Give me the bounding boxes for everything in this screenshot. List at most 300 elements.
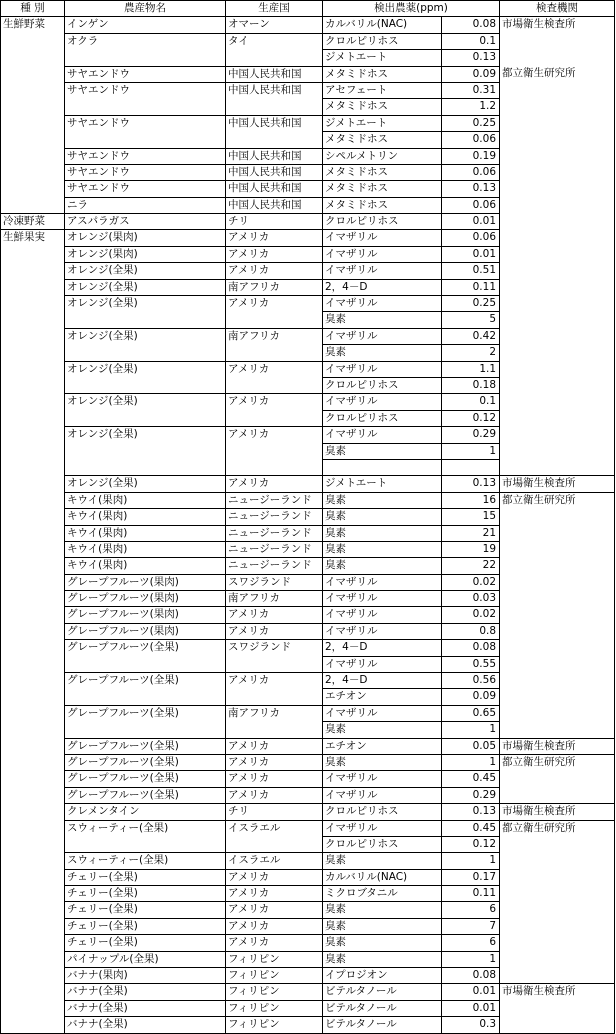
value-cell: 7 <box>442 918 500 934</box>
lab-cell <box>500 345 615 361</box>
category-cell <box>1 427 65 443</box>
header-product: 農産物名 <box>65 1 226 17</box>
country-cell: アメリカ <box>226 427 323 443</box>
pesticide-cell: イマザリル <box>323 820 442 836</box>
pesticide-cell: 臭素 <box>323 902 442 918</box>
product-cell <box>65 377 226 393</box>
lab-cell <box>500 164 615 180</box>
product-cell: グレープフルーツ(全果) <box>65 738 226 754</box>
lab-cell <box>500 656 615 672</box>
category-cell <box>1 820 65 836</box>
category-cell <box>1 607 65 623</box>
lab-cell <box>500 148 615 164</box>
category-cell <box>1 869 65 885</box>
product-cell <box>65 443 226 459</box>
table-row <box>1 197 615 213</box>
value-cell: 0.18 <box>442 377 500 393</box>
product-cell: グレープフルーツ(果肉) <box>65 623 226 639</box>
category-cell <box>1 591 65 607</box>
country-cell: 中国人民共和国 <box>226 66 323 82</box>
product-cell: グレープフルーツ(全果) <box>65 705 226 721</box>
category-cell <box>1 656 65 672</box>
category-cell <box>1 115 65 131</box>
lab-cell <box>500 525 615 541</box>
value-cell: 1 <box>442 443 500 459</box>
country-cell: アメリカ <box>226 935 323 951</box>
table-row <box>1 754 615 770</box>
country-cell: アメリカ <box>226 246 323 262</box>
table-row <box>1 836 615 852</box>
country-cell <box>226 132 323 148</box>
pesticide-cell: エチオン <box>323 689 442 705</box>
pesticide-cell: ビテルタノール <box>323 984 442 1000</box>
value-cell: 15 <box>442 509 500 525</box>
product-cell: サヤエンドウ <box>65 181 226 197</box>
category-cell <box>1 99 65 115</box>
table-row <box>1 722 615 738</box>
lab-cell <box>500 1000 615 1016</box>
table-row <box>1 50 615 66</box>
country-cell: アメリカ <box>226 296 323 312</box>
value-cell: 0.17 <box>442 869 500 885</box>
table-row <box>1 82 615 98</box>
category-cell <box>1 705 65 721</box>
value-cell: 0.13 <box>442 50 500 66</box>
value-cell <box>442 459 500 475</box>
value-cell: 0.31 <box>442 82 500 98</box>
pesticide-cell: 臭素 <box>323 492 442 508</box>
category-cell <box>1 902 65 918</box>
country-cell: チリ <box>226 804 323 820</box>
value-cell: 0.02 <box>442 574 500 590</box>
value-cell: 0.1 <box>442 33 500 49</box>
product-cell: キウイ(果肉) <box>65 541 226 557</box>
value-cell: 0.45 <box>442 820 500 836</box>
table-row <box>1 312 615 328</box>
country-cell: アメリカ <box>226 361 323 377</box>
category-cell <box>1 476 65 492</box>
lab-cell <box>500 115 615 131</box>
value-cell: 1 <box>442 951 500 967</box>
value-cell: 0.12 <box>442 410 500 426</box>
country-cell: タイ <box>226 33 323 49</box>
product-cell <box>65 132 226 148</box>
country-cell: イスラエル <box>226 820 323 836</box>
lab-cell <box>500 902 615 918</box>
product-cell: クレメンタイン <box>65 804 226 820</box>
country-cell <box>226 656 323 672</box>
lab-cell <box>500 689 615 705</box>
country-cell <box>226 312 323 328</box>
lab-cell <box>500 377 615 393</box>
table-row <box>1 66 615 82</box>
pesticide-cell: イマザリル <box>323 361 442 377</box>
product-cell: オレンジ(全果) <box>65 263 226 279</box>
country-cell: 中国人民共和国 <box>226 115 323 131</box>
category-cell <box>1 361 65 377</box>
lab-cell <box>500 935 615 951</box>
table-row <box>1 984 615 1000</box>
pesticide-cell: イマザリル <box>323 787 442 803</box>
pesticide-cell: 臭素 <box>323 345 442 361</box>
category-cell <box>1 82 65 98</box>
pesticide-cell: クロルピリホス <box>323 214 442 230</box>
product-cell <box>65 656 226 672</box>
category-cell <box>1 492 65 508</box>
pesticide-cell: イマザリル <box>323 771 442 787</box>
product-cell: グレープフルーツ(果肉) <box>65 574 226 590</box>
country-cell: ニュージーランド <box>226 509 323 525</box>
lab-cell: 市場衛生検査所 <box>500 804 615 820</box>
category-cell <box>1 935 65 951</box>
value-cell: 0.12 <box>442 836 500 852</box>
category-cell <box>1 443 65 459</box>
table-row <box>1 17 615 33</box>
country-cell: アメリカ <box>226 673 323 689</box>
country-cell: スワジランド <box>226 574 323 590</box>
pesticide-cell: カルバリル(NAC) <box>323 869 442 885</box>
country-cell <box>226 99 323 115</box>
category-cell: 生鮮野菜 <box>1 17 65 33</box>
category-cell <box>1 66 65 82</box>
pesticide-cell: ジメトエート <box>323 115 442 131</box>
table-row <box>1 246 615 262</box>
country-cell: アメリカ <box>226 394 323 410</box>
table-row <box>1 853 615 869</box>
pesticide-cell: 臭素 <box>323 541 442 557</box>
table-row <box>1 476 615 492</box>
category-cell <box>1 1017 65 1033</box>
category-cell <box>1 509 65 525</box>
category-cell <box>1 197 65 213</box>
country-cell: 中国人民共和国 <box>226 197 323 213</box>
lab-cell <box>500 33 615 49</box>
table-row <box>1 1017 615 1033</box>
table-row <box>1 377 615 393</box>
pesticide-cell: メタミドホス <box>323 66 442 82</box>
table-row <box>1 492 615 508</box>
product-cell: オクラ <box>65 33 226 49</box>
pesticide-cell: 2，4－D <box>323 673 442 689</box>
pesticide-cell: イマザリル <box>323 591 442 607</box>
value-cell: 0.11 <box>442 279 500 295</box>
country-cell: アメリカ <box>226 607 323 623</box>
product-cell: サヤエンドウ <box>65 148 226 164</box>
value-cell: 2 <box>442 345 500 361</box>
value-cell: 0.65 <box>442 705 500 721</box>
lab-cell <box>500 50 615 66</box>
pesticide-cell: イマザリル <box>323 328 442 344</box>
lab-cell <box>500 132 615 148</box>
category-cell <box>1 1000 65 1016</box>
product-cell: バナナ(全果) <box>65 1017 226 1033</box>
product-cell: グレープフルーツ(全果) <box>65 754 226 770</box>
pesticide-cell: ビテルタノール <box>323 1000 442 1016</box>
category-cell <box>1 738 65 754</box>
product-cell: キウイ(果肉) <box>65 492 226 508</box>
product-cell <box>65 50 226 66</box>
table-row <box>1 164 615 180</box>
country-cell: アメリカ <box>226 902 323 918</box>
product-cell: スウィーティー(全果) <box>65 820 226 836</box>
category-cell <box>1 279 65 295</box>
lab-cell: 市場衛生検査所 <box>500 476 615 492</box>
category-cell <box>1 246 65 262</box>
category-cell <box>1 804 65 820</box>
category-cell <box>1 296 65 312</box>
lab-cell <box>500 509 615 525</box>
category-cell <box>1 181 65 197</box>
value-cell: 0.05 <box>442 738 500 754</box>
lab-cell <box>500 787 615 803</box>
country-cell: アメリカ <box>226 263 323 279</box>
pesticide-cell: 臭素 <box>323 509 442 525</box>
header-pesticide: 検出農薬(ppm) <box>323 1 500 17</box>
table-row <box>1 459 615 475</box>
value-cell: 0.45 <box>442 771 500 787</box>
country-cell: 南アフリカ <box>226 279 323 295</box>
value-cell: 0.01 <box>442 984 500 1000</box>
pesticide-cell: 臭素 <box>323 853 442 869</box>
pesticide-cell: カルバリル(NAC) <box>323 17 442 33</box>
table-row <box>1 181 615 197</box>
country-cell: ニュージーランド <box>226 492 323 508</box>
table-row <box>1 328 615 344</box>
lab-cell: 市場衛生検査所 <box>500 738 615 754</box>
pesticide-cell: ジメトエート <box>323 50 442 66</box>
table-row <box>1 443 615 459</box>
country-cell: フィリピン <box>226 1000 323 1016</box>
table-row <box>1 804 615 820</box>
country-cell: フィリピン <box>226 968 323 984</box>
pesticide-cell: 臭素 <box>323 918 442 934</box>
category-cell <box>1 525 65 541</box>
lab-cell <box>500 771 615 787</box>
category-cell <box>1 328 65 344</box>
product-cell: サヤエンドウ <box>65 66 226 82</box>
lab-cell <box>500 836 615 852</box>
pesticide-cell: クロルピリホス <box>323 377 442 393</box>
value-cell: 16 <box>442 492 500 508</box>
value-cell: 0.09 <box>442 66 500 82</box>
category-cell <box>1 394 65 410</box>
category-cell <box>1 132 65 148</box>
lab-cell <box>500 312 615 328</box>
value-cell: 22 <box>442 558 500 574</box>
lab-cell <box>500 607 615 623</box>
pesticide-cell: メタミドホス <box>323 181 442 197</box>
pesticide-cell: 臭素 <box>323 754 442 770</box>
value-cell: 1.2 <box>442 99 500 115</box>
country-cell: ニュージーランド <box>226 541 323 557</box>
product-cell: チェリー(全果) <box>65 902 226 918</box>
product-cell: インゲン <box>65 17 226 33</box>
value-cell: 0.19 <box>442 148 500 164</box>
product-cell <box>65 689 226 705</box>
lab-cell <box>500 181 615 197</box>
product-cell: オレンジ(全果) <box>65 394 226 410</box>
lab-cell <box>500 82 615 98</box>
country-cell: 南アフリカ <box>226 591 323 607</box>
country-cell: 南アフリカ <box>226 328 323 344</box>
product-cell: オレンジ(全果) <box>65 328 226 344</box>
category-cell <box>1 754 65 770</box>
product-cell: オレンジ(全果) <box>65 296 226 312</box>
pesticide-cell: ビテルタノール <box>323 1017 442 1033</box>
product-cell <box>65 345 226 361</box>
product-cell <box>65 99 226 115</box>
country-cell: フィリピン <box>226 951 323 967</box>
pesticide-cell: イマザリル <box>323 296 442 312</box>
product-cell <box>65 836 226 852</box>
pesticide-cell: 臭素 <box>323 951 442 967</box>
product-cell: グレープフルーツ(全果) <box>65 673 226 689</box>
lab-cell <box>500 459 615 475</box>
value-cell: 0.1 <box>442 394 500 410</box>
category-cell <box>1 836 65 852</box>
country-cell: アメリカ <box>226 869 323 885</box>
pesticide-cell: 臭素 <box>323 558 442 574</box>
pesticide-cell: 臭素 <box>323 312 442 328</box>
country-cell: 南アフリカ <box>226 705 323 721</box>
table-row <box>1 279 615 295</box>
category-cell <box>1 918 65 934</box>
category-cell <box>1 673 65 689</box>
category-cell <box>1 574 65 590</box>
value-cell: 0.42 <box>442 328 500 344</box>
lab-cell <box>500 853 615 869</box>
category-cell <box>1 410 65 426</box>
lab-cell <box>500 558 615 574</box>
value-cell: 0.29 <box>442 787 500 803</box>
country-cell: アメリカ <box>226 230 323 246</box>
pesticide-cell: クロルピリホス <box>323 33 442 49</box>
lab-cell <box>500 673 615 689</box>
pesticide-cell: アセフェート <box>323 82 442 98</box>
lab-cell <box>500 574 615 590</box>
product-cell: オレンジ(果肉) <box>65 246 226 262</box>
pesticide-cell: イマザリル <box>323 623 442 639</box>
lab-cell: 都立衛生研究所 <box>500 820 615 836</box>
category-cell <box>1 345 65 361</box>
country-cell: アメリカ <box>226 886 323 902</box>
table-row <box>1 689 615 705</box>
country-cell <box>226 50 323 66</box>
product-cell: グレープフルーツ(全果) <box>65 771 226 787</box>
lab-cell <box>500 640 615 656</box>
category-cell <box>1 33 65 49</box>
pesticide-cell: イマザリル <box>323 607 442 623</box>
country-cell: フィリピン <box>226 984 323 1000</box>
product-cell: チェリー(全果) <box>65 935 226 951</box>
lab-cell <box>500 443 615 459</box>
country-cell: 中国人民共和国 <box>226 82 323 98</box>
value-cell: 0.13 <box>442 181 500 197</box>
category-cell <box>1 312 65 328</box>
value-cell: 0.29 <box>442 427 500 443</box>
product-cell: キウイ(果肉) <box>65 509 226 525</box>
country-cell: 中国人民共和国 <box>226 181 323 197</box>
lab-cell: 都立衛生研究所 <box>500 754 615 770</box>
category-cell <box>1 722 65 738</box>
table-row <box>1 525 615 541</box>
value-cell: 0.01 <box>442 1000 500 1016</box>
table-row <box>1 607 615 623</box>
table-row <box>1 771 615 787</box>
lab-cell <box>500 99 615 115</box>
header-row <box>1 1 615 17</box>
product-cell: バナナ(果肉) <box>65 968 226 984</box>
table-row <box>1 623 615 639</box>
value-cell: 0.06 <box>442 164 500 180</box>
category-cell <box>1 623 65 639</box>
country-cell: ニュージーランド <box>226 558 323 574</box>
pesticide-cell: 2，4－D <box>323 279 442 295</box>
value-cell: 1 <box>442 722 500 738</box>
pesticide-cell: イプロジオン <box>323 968 442 984</box>
country-cell: アメリカ <box>226 738 323 754</box>
category-cell <box>1 148 65 164</box>
lab-cell <box>500 246 615 262</box>
country-cell <box>226 377 323 393</box>
table-row <box>1 705 615 721</box>
country-cell <box>226 459 323 475</box>
pesticide-cell: シペルメトリン <box>323 148 442 164</box>
table-row <box>1 738 615 754</box>
product-cell: グレープフルーツ(全果) <box>65 640 226 656</box>
product-cell: オレンジ(全果) <box>65 427 226 443</box>
lab-cell <box>500 705 615 721</box>
value-cell: 1 <box>442 853 500 869</box>
product-cell: サヤエンドウ <box>65 164 226 180</box>
pesticide-cell: クロルピリホス <box>323 410 442 426</box>
lab-cell <box>500 623 615 639</box>
lab-cell <box>500 968 615 984</box>
value-cell: 6 <box>442 902 500 918</box>
table-row <box>1 558 615 574</box>
lab-cell: 都立衛生研究所 <box>500 492 615 508</box>
lab-cell <box>500 541 615 557</box>
table-row <box>1 345 615 361</box>
lab-cell <box>500 328 615 344</box>
table-row <box>1 214 615 230</box>
country-cell: ニュージーランド <box>226 525 323 541</box>
table-row <box>1 935 615 951</box>
category-cell <box>1 984 65 1000</box>
category-cell <box>1 50 65 66</box>
product-cell: チェリー(全果) <box>65 918 226 934</box>
table-row <box>1 132 615 148</box>
product-cell: オレンジ(全果) <box>65 279 226 295</box>
country-cell: アメリカ <box>226 918 323 934</box>
product-cell <box>65 312 226 328</box>
table-row <box>1 541 615 557</box>
product-cell <box>65 459 226 475</box>
country-cell: イスラエル <box>226 853 323 869</box>
country-cell: チリ <box>226 214 323 230</box>
pesticide-cell: メタミドホス <box>323 164 442 180</box>
value-cell: 0.03 <box>442 591 500 607</box>
pesticide-cell: ジメトエート <box>323 476 442 492</box>
country-cell: アメリカ <box>226 476 323 492</box>
value-cell: 1 <box>442 754 500 770</box>
table-row <box>1 820 615 836</box>
product-cell: チェリー(全果) <box>65 869 226 885</box>
lab-cell: 都立衛生研究所 <box>500 66 615 82</box>
product-cell: サヤエンドウ <box>65 115 226 131</box>
pesticide-cell: エチオン <box>323 738 442 754</box>
country-cell: 中国人民共和国 <box>226 164 323 180</box>
